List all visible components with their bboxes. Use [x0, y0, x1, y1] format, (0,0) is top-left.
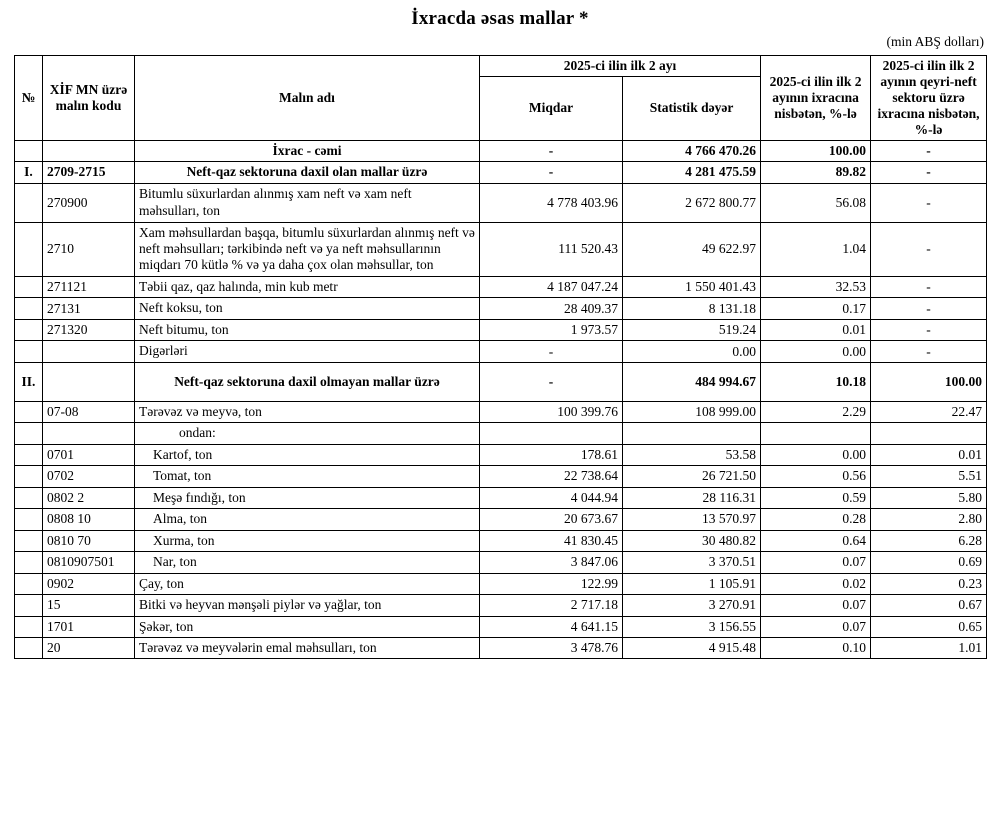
cell-num: [15, 487, 43, 508]
cell-name: [135, 319, 480, 340]
cell-value: [623, 423, 761, 444]
table-row: [15, 341, 987, 362]
cell-name-text: Neft bitumu, ton: [139, 321, 229, 337]
table-row: [15, 444, 987, 465]
table-row: [15, 222, 987, 276]
table-row: [15, 319, 987, 340]
cell-share-total: 0.07: [761, 595, 871, 616]
cell-name-text: Tərəvəz və meyvə, ton: [139, 403, 262, 419]
cell-name: [135, 362, 480, 401]
cell-name: [135, 162, 480, 183]
cell-value: 3 270.91: [623, 595, 761, 616]
cell-num: [15, 573, 43, 594]
cell-code: [43, 341, 135, 362]
table-row: [15, 637, 987, 658]
cell-share-total: 0.00: [761, 341, 871, 362]
cell-num: [15, 401, 43, 422]
cell-name-text: Meşə fındığı, ton: [153, 489, 246, 505]
cell-code: [43, 423, 135, 444]
cell-share-total: 0.07: [761, 616, 871, 637]
table-body: [15, 140, 987, 659]
cell-name-text: Bitumlu süxurlardan alınmış xam neft və xam neft məhsulları, ton: [139, 186, 412, 218]
cell-code: 270900: [43, 183, 135, 222]
cell-name: [135, 616, 480, 637]
cell-num: [15, 530, 43, 551]
cell-share-total: 0.28: [761, 509, 871, 530]
cell-num: [15, 637, 43, 658]
cell-value: 1 105.91: [623, 573, 761, 594]
cell-name: [135, 423, 480, 444]
cell-num: [15, 341, 43, 362]
cell-code: 07-08: [43, 401, 135, 422]
cell-code: [43, 362, 135, 401]
header-name: Malın adı: [135, 56, 480, 141]
cell-quantity: 3 847.06: [480, 552, 623, 573]
cell-value: 0.00: [623, 341, 761, 362]
cell-value: 3 370.51: [623, 552, 761, 573]
table-row: [15, 362, 987, 401]
cell-value: 28 116.31: [623, 487, 761, 508]
cell-num: [15, 509, 43, 530]
table-row: [15, 140, 987, 161]
cell-share-nonoil: -: [871, 162, 987, 183]
cell-name-text: Kartof, ton: [153, 446, 213, 462]
cell-share-total: 0.59: [761, 487, 871, 508]
cell-name-text: Neft koksu, ton: [139, 300, 223, 316]
table-row: [15, 162, 987, 183]
table-row: [15, 298, 987, 319]
header-value: Statistik dəyər: [623, 76, 761, 140]
cell-code: 1701: [43, 616, 135, 637]
cell-value: 4 281 475.59: [623, 162, 761, 183]
cell-share-total: 0.07: [761, 552, 871, 573]
cell-num: [15, 423, 43, 444]
table-header: [15, 56, 987, 141]
cell-code: 20: [43, 637, 135, 658]
table-row: [15, 509, 987, 530]
cell-name: [135, 140, 480, 161]
cell-name-text: Xam məhsullardan başqa, bitumlu süxurlardan alınmış neft və neft məhsulları; tərkibində neft və ya neft məhsullarının miqdarı 70 kütlə % və ya daha çox olan məhsullar, ton: [139, 224, 475, 273]
table-row: [15, 530, 987, 551]
cell-value: 1 550 401.43: [623, 276, 761, 297]
cell-share-total: 0.00: [761, 444, 871, 465]
cell-value: 4 766 470.26: [623, 140, 761, 161]
header-code: XİF MN üzrə malın kodu: [43, 56, 135, 141]
cell-name-text: Şəkər, ton: [139, 618, 194, 634]
cell-num: [15, 466, 43, 487]
cell-quantity: -: [480, 341, 623, 362]
cell-name-text: Xurma, ton: [153, 532, 215, 548]
cell-code: 2709-2715: [43, 162, 135, 183]
cell-quantity: 2 717.18: [480, 595, 623, 616]
table-row: [15, 183, 987, 222]
cell-quantity: 41 830.45: [480, 530, 623, 551]
cell-name: [135, 487, 480, 508]
cell-name-text: Neft-qaz sektoruna daxil olmayan mallar üzrə: [174, 373, 440, 389]
cell-value: 484 994.67: [623, 362, 761, 401]
header-quantity: Miqdar: [480, 76, 623, 140]
cell-code: 0802 2: [43, 487, 135, 508]
table-row: [15, 466, 987, 487]
header-period-group: 2025-ci ilin ilk 2 ayı: [480, 56, 761, 77]
cell-num: [15, 222, 43, 276]
cell-value: 49 622.97: [623, 222, 761, 276]
cell-name-text: Neft-qaz sektoruna daxil olan mallar üzrə: [186, 164, 428, 180]
cell-share-total: 0.64: [761, 530, 871, 551]
cell-share-nonoil: 0.01: [871, 444, 987, 465]
cell-name: [135, 466, 480, 487]
cell-share-nonoil: -: [871, 140, 987, 161]
table-row: [15, 552, 987, 573]
cell-share-nonoil: -: [871, 222, 987, 276]
cell-share-nonoil: -: [871, 276, 987, 297]
cell-num: [15, 276, 43, 297]
cell-name-text: ondan:: [179, 425, 216, 441]
cell-name: [135, 552, 480, 573]
cell-name-text: İxrac - cəmi: [272, 142, 342, 158]
cell-share-nonoil: 1.01: [871, 637, 987, 658]
cell-num: [15, 595, 43, 616]
cell-quantity: 22 738.64: [480, 466, 623, 487]
cell-name: [135, 341, 480, 362]
cell-share-total: 0.01: [761, 319, 871, 340]
cell-num: [15, 552, 43, 573]
cell-code: 2710: [43, 222, 135, 276]
header-num: №: [15, 56, 43, 141]
cell-share-total: 0.17: [761, 298, 871, 319]
cell-share-nonoil: 2.80: [871, 509, 987, 530]
cell-quantity: 122.99: [480, 573, 623, 594]
cell-code: 0701: [43, 444, 135, 465]
cell-name: [135, 637, 480, 658]
table-row: [15, 573, 987, 594]
export-goods-table: [14, 55, 987, 659]
cell-quantity: 28 409.37: [480, 298, 623, 319]
document-page: [0, 8, 1000, 831]
cell-quantity: 1 973.57: [480, 319, 623, 340]
cell-share-nonoil: -: [871, 341, 987, 362]
cell-share-total: 56.08: [761, 183, 871, 222]
cell-share-total: 0.02: [761, 573, 871, 594]
cell-code: 271320: [43, 319, 135, 340]
cell-share-nonoil: 22.47: [871, 401, 987, 422]
cell-name: [135, 298, 480, 319]
cell-share-total: 0.56: [761, 466, 871, 487]
cell-code: 0810907501: [43, 552, 135, 573]
cell-quantity: 20 673.67: [480, 509, 623, 530]
cell-share-nonoil: 0.67: [871, 595, 987, 616]
cell-code: 271121: [43, 276, 135, 297]
cell-share-nonoil: 100.00: [871, 362, 987, 401]
cell-name: [135, 222, 480, 276]
cell-name: [135, 595, 480, 616]
cell-share-nonoil: 5.80: [871, 487, 987, 508]
table-row: [15, 276, 987, 297]
cell-name: [135, 444, 480, 465]
cell-name: [135, 530, 480, 551]
table-row: [15, 616, 987, 637]
cell-quantity: 4 778 403.96: [480, 183, 623, 222]
table-row: [15, 595, 987, 616]
cell-name-text: Alma, ton: [153, 511, 207, 527]
cell-name: [135, 573, 480, 594]
cell-code: 0810 70: [43, 530, 135, 551]
cell-value: 30 480.82: [623, 530, 761, 551]
cell-name-text: Nar, ton: [153, 554, 197, 570]
cell-num: I.: [15, 162, 43, 183]
cell-share-total: 100.00: [761, 140, 871, 161]
header-share-total: 2025-ci ilin ilk 2 ayının ixracına nisbətən, %-lə: [761, 56, 871, 141]
units-note: (min ABŞ dolları): [886, 34, 984, 49]
table-row: [15, 401, 987, 422]
cell-share-total: [761, 423, 871, 444]
cell-num: [15, 298, 43, 319]
cell-num: [15, 319, 43, 340]
cell-name-text: Digərləri: [139, 343, 188, 359]
cell-value: 26 721.50: [623, 466, 761, 487]
cell-num: [15, 616, 43, 637]
table-row: [15, 487, 987, 508]
cell-quantity: 100 399.76: [480, 401, 623, 422]
cell-quantity: 4 044.94: [480, 487, 623, 508]
cell-value: 2 672 800.77: [623, 183, 761, 222]
cell-value: 53.58: [623, 444, 761, 465]
cell-num: [15, 444, 43, 465]
cell-code: [43, 140, 135, 161]
cell-share-nonoil: -: [871, 319, 987, 340]
page-title: İxracda əsas mallar *: [411, 8, 589, 29]
cell-share-total: 2.29: [761, 401, 871, 422]
cell-name-text: Təbii qaz, qaz halında, min kub metr: [139, 278, 338, 294]
cell-share-nonoil: 6.28: [871, 530, 987, 551]
cell-code: 0702: [43, 466, 135, 487]
cell-share-nonoil: 0.69: [871, 552, 987, 573]
cell-name-text: Tomat, ton: [153, 468, 212, 484]
cell-share-nonoil: 5.51: [871, 466, 987, 487]
cell-quantity: -: [480, 362, 623, 401]
cell-quantity: 111 520.43: [480, 222, 623, 276]
cell-code: 0808 10: [43, 509, 135, 530]
cell-share-total: 0.10: [761, 637, 871, 658]
cell-share-nonoil: -: [871, 298, 987, 319]
cell-name: [135, 276, 480, 297]
cell-quantity: [480, 423, 623, 444]
cell-value: 519.24: [623, 319, 761, 340]
cell-num: [15, 183, 43, 222]
cell-share-total: 89.82: [761, 162, 871, 183]
cell-name-text: Çay, ton: [139, 575, 184, 591]
cell-name: [135, 401, 480, 422]
cell-num: [15, 140, 43, 161]
cell-share-nonoil: [871, 423, 987, 444]
cell-quantity: 178.61: [480, 444, 623, 465]
table-row: [15, 423, 987, 444]
cell-value: 3 156.55: [623, 616, 761, 637]
cell-share-nonoil: 0.23: [871, 573, 987, 594]
cell-share-total: 10.18: [761, 362, 871, 401]
cell-share-total: 32.53: [761, 276, 871, 297]
cell-share-total: 1.04: [761, 222, 871, 276]
cell-value: 13 570.97: [623, 509, 761, 530]
cell-code: 0902: [43, 573, 135, 594]
header-share-nonoil: 2025-ci ilin ilk 2 ayının qeyri-neft sektoru üzrə ixracına nisbətən, %-lə: [871, 56, 987, 141]
cell-name-text: Bitki və heyvan mənşəli piylər və yağlar, ton: [139, 597, 382, 613]
cell-name: [135, 509, 480, 530]
cell-quantity: 3 478.76: [480, 637, 623, 658]
cell-share-nonoil: 0.65: [871, 616, 987, 637]
cell-value: 108 999.00: [623, 401, 761, 422]
cell-code: 27131: [43, 298, 135, 319]
cell-name-text: Tərəvəz və meyvələrin emal məhsulları, ton: [139, 639, 377, 655]
cell-quantity: -: [480, 162, 623, 183]
cell-value: 8 131.18: [623, 298, 761, 319]
cell-quantity: -: [480, 140, 623, 161]
cell-quantity: 4 641.15: [480, 616, 623, 637]
cell-num: II.: [15, 362, 43, 401]
cell-share-nonoil: -: [871, 183, 987, 222]
cell-code: 15: [43, 595, 135, 616]
cell-value: 4 915.48: [623, 637, 761, 658]
cell-name: [135, 183, 480, 222]
cell-quantity: 4 187 047.24: [480, 276, 623, 297]
